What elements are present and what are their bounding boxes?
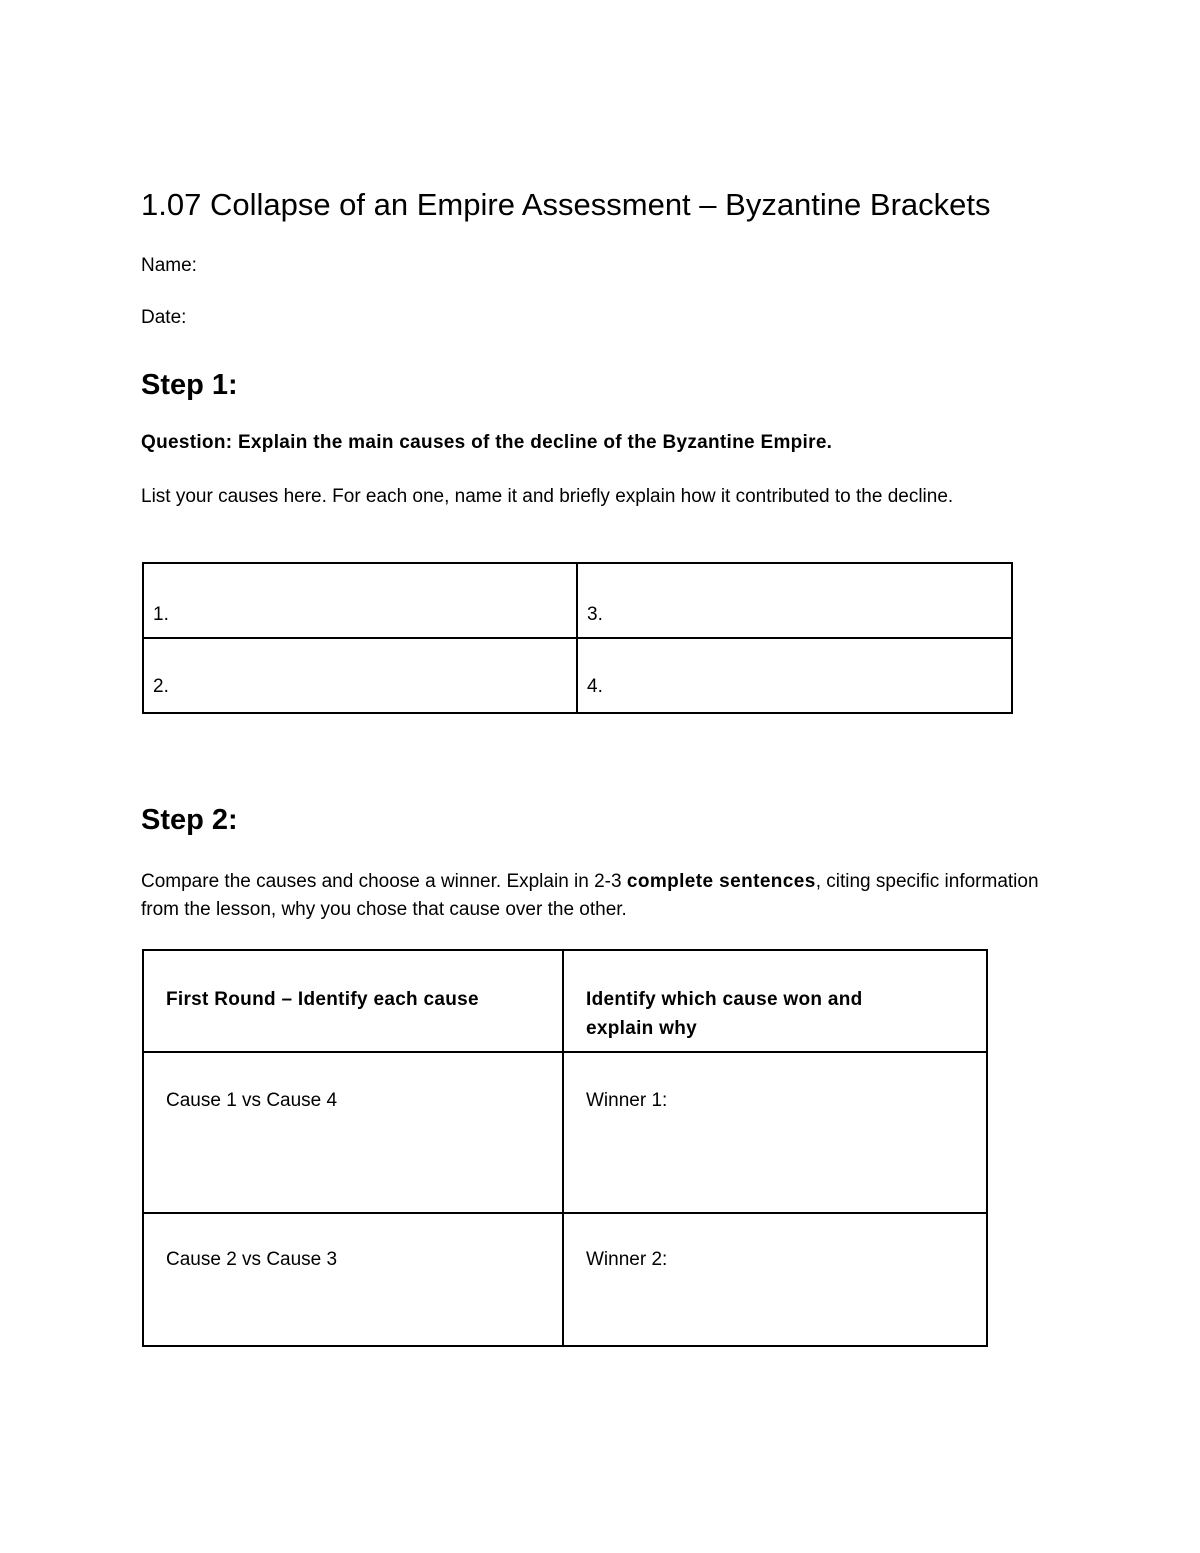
cause-cell-2[interactable] (143, 638, 577, 713)
cause-cell-label: 4. (587, 676, 603, 697)
date-label: Date: (141, 307, 187, 328)
step1-heading: Step 1: (141, 369, 238, 401)
instructions-text: , citing specific information from the lesson, why you chose that cause over the other. (141, 871, 1039, 920)
step1-instructions: List your causes here. For each one, name it and briefly explain how it contributed to the decline. (141, 486, 954, 507)
matchup-label: Cause 2 vs Cause 3 (166, 1249, 338, 1270)
cause-cell-label: 2. (153, 676, 169, 697)
matchup-label: Cause 1 vs Cause 4 (166, 1090, 338, 1111)
name-label: Name: (141, 255, 197, 276)
step2-instructions (141, 868, 1051, 924)
header-winner-explanation: Identify which cause won and explain why (586, 989, 863, 1039)
cause-cell-1[interactable] (143, 563, 577, 638)
cause-cell-3[interactable] (577, 563, 1012, 638)
header-first-round: First Round – Identify each cause (166, 989, 479, 1010)
winner-label: Winner 2: (586, 1249, 668, 1270)
matchup-cell-1[interactable] (143, 1052, 563, 1213)
step2-heading: Step 2: (141, 804, 238, 836)
cause-cell-label: 1. (153, 604, 169, 625)
document-title: 1.07 Collapse of an Empire Assessment – Byzantine Brackets (141, 187, 991, 222)
cause-cell-4[interactable] (577, 638, 1012, 713)
bracket-header-cell (143, 950, 563, 1052)
instructions-emphasis: complete sentences (626, 871, 816, 892)
instructions-text: Compare the causes and choose a winner. Explain in 2-3 (141, 871, 627, 892)
winner-cell-1[interactable] (563, 1052, 987, 1213)
matchup-cell-2[interactable] (143, 1213, 563, 1346)
step1-question: Question: Explain the main causes of the decline of the Byzantine Empire. (141, 432, 833, 453)
bracket-header-cell (563, 950, 987, 1052)
cause-cell-label: 3. (587, 604, 603, 625)
winner-label: Winner 1: (586, 1090, 668, 1111)
winner-cell-2[interactable] (563, 1213, 987, 1346)
causes-table (142, 562, 1013, 714)
bracket-table (142, 949, 988, 1347)
